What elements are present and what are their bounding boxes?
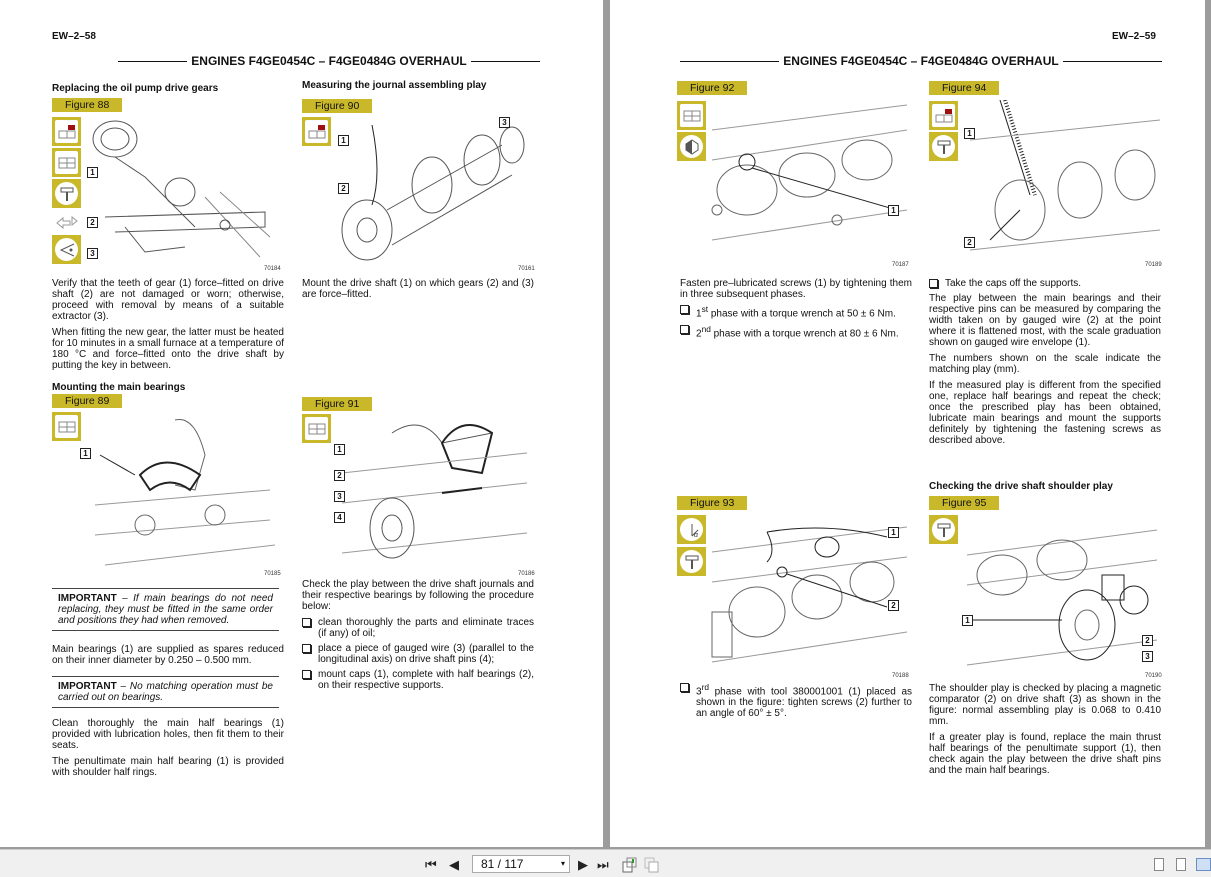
callout-1: 1 — [964, 128, 975, 139]
paragraph: Fasten pre–lubricated screws (1) by tightening them in three subsequent phases. — [680, 278, 912, 300]
bearing-icon — [52, 148, 81, 177]
section-heading: Replacing the oil pump drive gears — [52, 83, 219, 94]
figure-label: Figure 91 — [302, 397, 372, 411]
checklist — [680, 304, 912, 340]
figure-code: 70189 — [1145, 262, 1162, 268]
paragraph: The play between the main bearings and their respective pins can be measured by comparing the width taken on by gauged wire (2) at the point where it is flattened most, with the scale graduation shown on gauged wire envelope (1). — [929, 293, 1161, 348]
bearing-icon — [52, 412, 81, 441]
callout-1: 1 — [80, 448, 91, 459]
section-heading: Checking the drive shaft shoulder play — [929, 481, 1113, 492]
important-note — [52, 676, 279, 708]
figure-label: Figure 95 — [929, 496, 999, 510]
figure-label: Figure 94 — [929, 81, 999, 95]
figure-label: Figure 88 — [52, 98, 122, 112]
item-text: clean thoroughly the parts and eliminate traces (if any) of oil; — [318, 617, 534, 639]
section-heading: Mounting the main bearings — [52, 382, 186, 393]
checklist-item — [680, 682, 912, 719]
text-block — [929, 278, 1161, 446]
text-block — [929, 683, 1161, 776]
tool-icon — [929, 515, 958, 544]
paragraph: The penultimate main half bearing (1) is provided with shoulder half rings. — [52, 756, 284, 778]
heating-icon — [52, 235, 81, 264]
figure-code: 70190 — [1145, 673, 1162, 679]
important-note — [52, 588, 279, 631]
item-text: place a piece of gauged wire (3) (parallel to the longitudinal axis) on drive shaft pins (4); — [318, 643, 534, 665]
bearing-replace-icon — [52, 117, 81, 146]
angle-torque-icon — [677, 515, 706, 544]
bearing-icon — [677, 101, 706, 130]
callout-1: 1 — [87, 167, 98, 178]
tool-icon — [677, 547, 706, 576]
continuous-view-button[interactable] — [1176, 858, 1186, 871]
checkbox-icon — [302, 618, 311, 627]
paragraph: Check the play between the drive shaft journals and their respective bearings by following the procedure below: — [302, 579, 534, 612]
figure-label: Figure 90 — [302, 99, 372, 113]
figure-label: Figure 93 — [677, 496, 747, 510]
callout-3: 3 — [499, 117, 510, 128]
torque-icon — [677, 132, 706, 161]
page-number-value: 81 / 117 — [481, 857, 524, 871]
callout-2: 2 — [1142, 635, 1153, 646]
figure-label: Figure 89 — [52, 394, 122, 408]
figure-88-drawing — [85, 117, 280, 265]
page-title: ENGINES F4GE0454C – F4GE0484G OVERHAUL — [118, 54, 540, 68]
page-title: ENGINES F4GE0454C – F4GE0484G OVERHAUL — [680, 54, 1162, 68]
item-text: 1st phase with a torque wrench at 50 ± 6 Nm. — [696, 304, 896, 320]
two-page-view-button[interactable] — [1196, 858, 1211, 871]
important-label: IMPORTANT — [58, 593, 117, 604]
figure-90-drawing — [332, 115, 532, 265]
section-heading: Measuring the journal assembling play — [302, 80, 487, 91]
paragraph: When fitting the new gear, the latter must be heated for 10 minutes in a small furnace at a temperature of 180 °C and force–fitted onto the drive shaft by putting the key in between. — [52, 327, 284, 371]
text-block — [302, 579, 534, 691]
callout-4: 4 — [334, 512, 345, 523]
single-page-view-button[interactable] — [1154, 858, 1164, 871]
icon-column — [52, 117, 81, 264]
page-number: EW–2–58 — [52, 31, 96, 42]
first-page-button[interactable]: ⏮ — [425, 857, 437, 872]
checkbox-icon — [302, 670, 311, 679]
text-block — [680, 278, 912, 340]
next-page-button[interactable]: ▶ — [578, 857, 588, 872]
arrows-icon — [52, 210, 81, 235]
checkbox-icon — [680, 305, 689, 314]
important-text: – No matching operation must be carried out on bearings. — [58, 681, 273, 703]
viewer-toolbar — [0, 849, 1211, 877]
last-page-button[interactable]: ⏭ — [597, 857, 609, 872]
paragraph: Main bearings (1) are supplied as spares reduced on their inner diameter by 0.250 – 0.500 mm. — [52, 644, 284, 666]
item-text: Take the caps off the supports. — [945, 278, 1082, 289]
figure-label: Figure 92 — [677, 81, 747, 95]
text-block — [52, 278, 284, 371]
figure-91-drawing — [332, 413, 532, 570]
figure-89-drawing — [85, 415, 280, 570]
fit-width-icon[interactable] — [644, 857, 660, 873]
bearing-replace-icon — [302, 117, 331, 146]
figure-code: 70187 — [892, 262, 909, 268]
paragraph: The numbers shown on the scale indicate the matching play (mm). — [929, 353, 1161, 375]
figure-92-drawing — [707, 100, 910, 260]
callout-3: 3 — [334, 491, 345, 502]
callout-1: 1 — [888, 527, 899, 538]
figure-code: 70188 — [892, 673, 909, 679]
item-text: 3rd phase with tool 380001001 (1) placed as shown in the figure: tighten screws (2) further to an angle of 60° ± 5°. — [696, 682, 912, 720]
checklist-item — [302, 669, 534, 691]
right-page — [610, 0, 1205, 847]
svg-text:α: α — [693, 531, 698, 538]
callout-3: 3 — [1142, 651, 1153, 662]
paragraph: Mount the drive shaft (1) on which gears (2) and (3) are force–fitted. — [302, 278, 534, 300]
page-number: EW–2–59 — [1112, 31, 1156, 42]
checklist-item — [302, 643, 534, 665]
callout-1: 1 — [962, 615, 973, 626]
callout-1: 1 — [338, 135, 349, 146]
callout-2: 2 — [964, 237, 975, 248]
figure-95-drawing — [962, 515, 1162, 670]
figure-code: 70161 — [518, 266, 535, 272]
page-number-field[interactable] — [472, 855, 570, 873]
callout-3: 3 — [87, 248, 98, 259]
checkbox-icon — [680, 325, 689, 334]
text-block — [52, 588, 284, 778]
checklist-item — [302, 617, 534, 639]
callout-2: 2 — [338, 183, 349, 194]
checklist-item — [929, 278, 1161, 289]
paragraph: Clean thoroughly the main half bearings (1) provided with lubrication holes, then fit them to their seats. — [52, 718, 284, 751]
bearing-replace-icon — [929, 101, 958, 130]
callout-2: 2 — [87, 217, 98, 228]
bearing-icon — [302, 414, 331, 443]
item-text: mount caps (1), complete with half bearings (2), on their respective supports. — [318, 669, 534, 691]
callout-2: 2 — [334, 470, 345, 481]
figure-code: 70185 — [264, 571, 281, 577]
figure-94-drawing — [960, 100, 1162, 260]
checklist — [680, 682, 912, 719]
previous-page-button[interactable]: ◀ — [449, 857, 459, 872]
important-label: IMPORTANT — [58, 681, 117, 692]
important-text: – If main bearings do not need replacing, they must be fitted in the same order and positions they had when removed. — [58, 593, 273, 626]
checklist — [302, 617, 534, 691]
paragraph: The shoulder play is checked by placing a magnetic comparator (2) on drive shaft (3) as shown in the figure: normal assembling play is 0.068 to 0.410 mm. — [929, 683, 1161, 727]
checklist-item — [680, 324, 912, 339]
callout-2: 2 — [888, 600, 899, 611]
checkbox-icon — [929, 279, 938, 288]
fit-page-icon[interactable] — [622, 857, 638, 873]
hammer-icon — [52, 179, 81, 208]
paragraph: If a greater play is found, replace the main thrust half bearings of the penultimate support (1), then check again the play between the drive shaft pins and the main half bearings. — [929, 732, 1161, 776]
figure-93-drawing — [707, 512, 910, 670]
item-text: 2nd phase with a torque wrench at 80 ± 6 Nm. — [696, 324, 899, 340]
checklist-item — [680, 304, 912, 319]
hammer-icon — [929, 132, 958, 161]
checkbox-icon — [680, 683, 689, 692]
checkbox-icon — [302, 644, 311, 653]
figure-code: 70184 — [264, 266, 281, 272]
callout-1: 1 — [888, 205, 899, 216]
paragraph: Verify that the teeth of gear (1) force–fitted on drive shaft (2) are not damaged or worn; otherwise, proceed with removal by means of a suitable extractor (3). — [52, 278, 284, 322]
callout-1: 1 — [334, 444, 345, 455]
dropdown-arrow-icon[interactable]: ▾ — [560, 859, 565, 868]
figure-code: 70186 — [518, 571, 535, 577]
left-page — [0, 0, 603, 847]
paragraph: If the measured play is different from the specified one, replace half bearings and repeat the check; once the prescribed play has been obtained, lubricate main bearings and mount the supports definitely by tightening the fastening screws as described above. — [929, 380, 1161, 446]
